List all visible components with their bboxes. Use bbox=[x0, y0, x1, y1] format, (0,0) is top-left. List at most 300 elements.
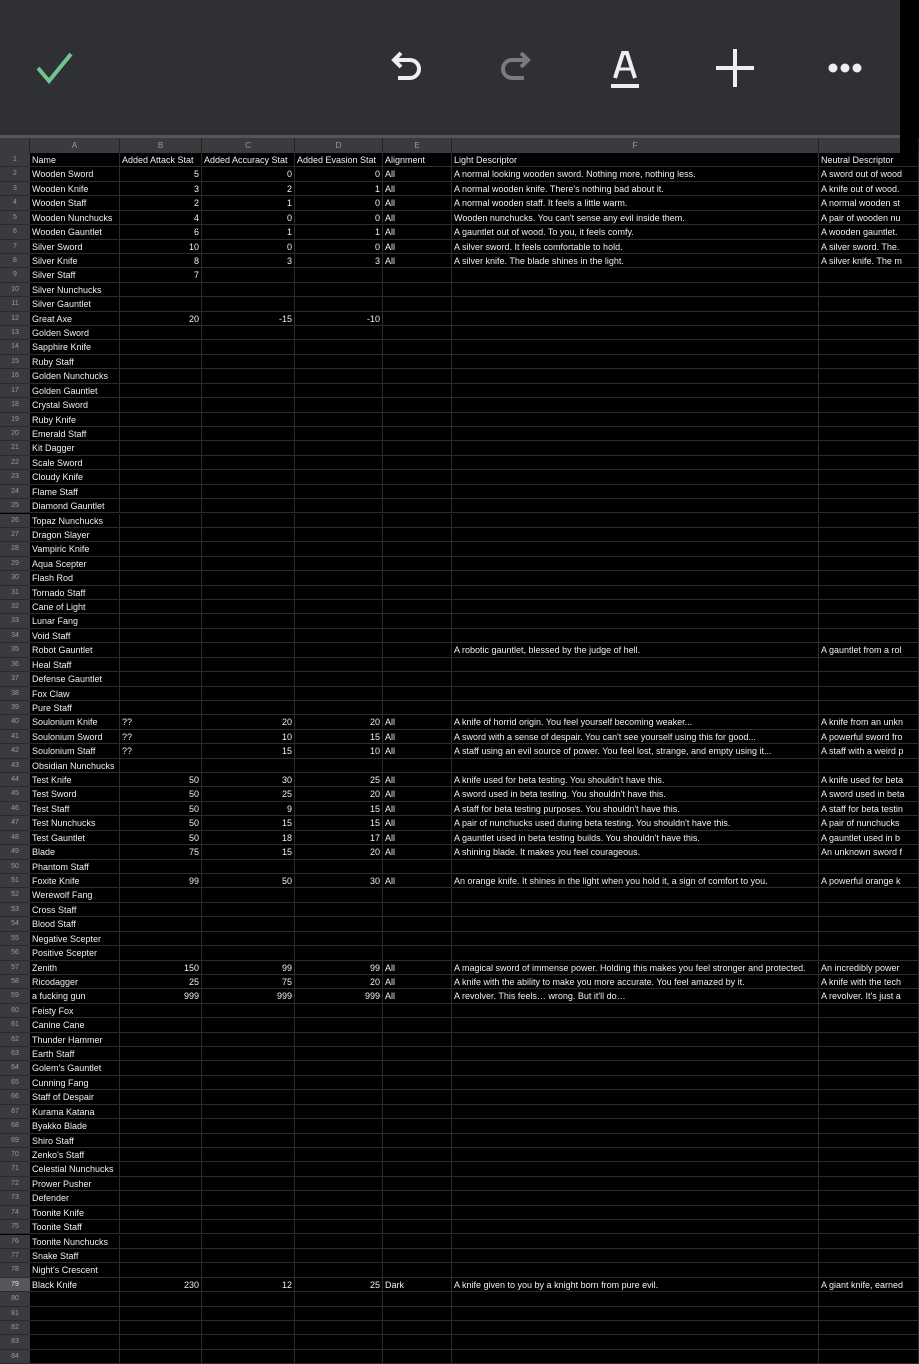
cell-alignment[interactable]: All bbox=[383, 211, 452, 225]
cell-alignment[interactable] bbox=[383, 297, 452, 311]
row-header[interactable]: 46 bbox=[0, 802, 30, 816]
cell-accuracy[interactable]: 1 bbox=[202, 225, 295, 239]
cell-alignment[interactable] bbox=[383, 312, 452, 326]
cell-attack[interactable] bbox=[120, 687, 202, 701]
cell-alignment[interactable]: All bbox=[383, 744, 452, 758]
cell-name[interactable]: Emerald Staff bbox=[30, 427, 120, 441]
row-header[interactable]: 66 bbox=[0, 1090, 30, 1104]
cell-attack[interactable]: 25 bbox=[120, 975, 202, 989]
cell-evasion[interactable] bbox=[295, 1134, 383, 1148]
cell-attack[interactable] bbox=[120, 1263, 202, 1277]
cell-neutral-descriptor[interactable] bbox=[819, 759, 919, 773]
row-header[interactable]: 17 bbox=[0, 384, 30, 398]
cell-attack[interactable] bbox=[120, 917, 202, 931]
cell-accuracy[interactable]: 9 bbox=[202, 802, 295, 816]
cell-light-descriptor[interactable]: A gauntlet used in beta testing builds. You shouldn't have this. bbox=[452, 831, 819, 845]
cell-attack[interactable] bbox=[120, 1061, 202, 1075]
cell-alignment[interactable]: All bbox=[383, 240, 452, 254]
cell-light-descriptor[interactable]: An orange knife. It shines in the light when you hold it, a sign of comfort to you. bbox=[452, 874, 819, 888]
cell-accuracy[interactable] bbox=[202, 932, 295, 946]
cell-neutral-descriptor[interactable]: A revolver. It's just a bbox=[819, 989, 919, 1003]
cell-light-descriptor[interactable]: A normal wooden knife. There's nothing bad about it. bbox=[452, 182, 819, 196]
cell-alignment[interactable] bbox=[383, 1119, 452, 1133]
cell-alignment[interactable]: All bbox=[383, 225, 452, 239]
cell-light-descriptor[interactable] bbox=[452, 1076, 819, 1090]
cell-light-descriptor[interactable] bbox=[452, 297, 819, 311]
cell-light-descriptor[interactable] bbox=[452, 1235, 819, 1249]
cell-accuracy[interactable] bbox=[202, 1191, 295, 1205]
cell-neutral-descriptor[interactable]: Neutral Descriptor bbox=[819, 153, 919, 167]
cell-name[interactable]: Fox Claw bbox=[30, 687, 120, 701]
cell-accuracy[interactable]: 0 bbox=[202, 167, 295, 181]
cell-neutral-descriptor[interactable] bbox=[819, 1033, 919, 1047]
column-header-g[interactable] bbox=[819, 138, 919, 153]
cell-light-descriptor[interactable] bbox=[452, 932, 819, 946]
cell-light-descriptor[interactable] bbox=[452, 384, 819, 398]
row-header[interactable]: 19 bbox=[0, 413, 30, 427]
cell-neutral-descriptor[interactable]: A silver knife. The m bbox=[819, 254, 919, 268]
cell-attack[interactable] bbox=[120, 888, 202, 902]
cell-accuracy[interactable]: 99 bbox=[202, 961, 295, 975]
cell-neutral-descriptor[interactable]: A knife out of wood. bbox=[819, 182, 919, 196]
cell-alignment[interactable] bbox=[383, 1018, 452, 1032]
cell-evasion[interactable] bbox=[295, 701, 383, 715]
row-header[interactable]: 79 bbox=[0, 1278, 30, 1292]
cell-light-descriptor[interactable] bbox=[452, 1307, 819, 1321]
column-header-a[interactable]: A bbox=[30, 138, 120, 153]
row-header[interactable]: 33 bbox=[0, 614, 30, 628]
cell-attack[interactable] bbox=[120, 1134, 202, 1148]
cell-light-descriptor[interactable]: A sword with a sense of despair. You can't see yourself using this for good... bbox=[452, 730, 819, 744]
cell-light-descriptor[interactable] bbox=[452, 312, 819, 326]
cell-evasion[interactable] bbox=[295, 860, 383, 874]
cell-accuracy[interactable] bbox=[202, 499, 295, 513]
cell-accuracy[interactable]: 25 bbox=[202, 787, 295, 801]
cell-light-descriptor[interactable]: A sword used in beta testing. You shouldn't have this. bbox=[452, 787, 819, 801]
cell-accuracy[interactable] bbox=[202, 917, 295, 931]
cell-neutral-descriptor[interactable] bbox=[819, 398, 919, 412]
cell-accuracy[interactable]: 75 bbox=[202, 975, 295, 989]
row-header[interactable]: 22 bbox=[0, 456, 30, 470]
row-header[interactable]: 35 bbox=[0, 643, 30, 657]
cell-attack[interactable] bbox=[120, 1047, 202, 1061]
cell-light-descriptor[interactable]: A staff for beta testing purposes. You shouldn't have this. bbox=[452, 802, 819, 816]
cell-accuracy[interactable] bbox=[202, 1177, 295, 1191]
row-header[interactable]: 29 bbox=[0, 557, 30, 571]
cell-alignment[interactable] bbox=[383, 542, 452, 556]
cell-evasion[interactable] bbox=[295, 586, 383, 600]
row-header[interactable]: 13 bbox=[0, 326, 30, 340]
cell-alignment[interactable] bbox=[383, 946, 452, 960]
cell-light-descriptor[interactable] bbox=[452, 1033, 819, 1047]
cell-name[interactable]: Silver Staff bbox=[30, 268, 120, 282]
row-header[interactable]: 83 bbox=[0, 1335, 30, 1349]
cell-name[interactable]: Silver Sword bbox=[30, 240, 120, 254]
cell-attack[interactable] bbox=[120, 456, 202, 470]
cell-accuracy[interactable] bbox=[202, 470, 295, 484]
cell-neutral-descriptor[interactable]: A normal wooden st bbox=[819, 196, 919, 210]
cell-evasion[interactable] bbox=[295, 326, 383, 340]
cell-neutral-descriptor[interactable] bbox=[819, 1105, 919, 1119]
cell-accuracy[interactable] bbox=[202, 355, 295, 369]
cell-attack[interactable]: 230 bbox=[120, 1278, 202, 1292]
row-header[interactable]: 62 bbox=[0, 1033, 30, 1047]
cell-accuracy[interactable] bbox=[202, 759, 295, 773]
row-header[interactable]: 74 bbox=[0, 1206, 30, 1220]
cell-evasion[interactable] bbox=[295, 643, 383, 657]
cell-neutral-descriptor[interactable] bbox=[819, 1134, 919, 1148]
column-header-e[interactable]: E bbox=[383, 138, 452, 153]
row-header[interactable]: 50 bbox=[0, 860, 30, 874]
cell-name[interactable]: Foxite Knife bbox=[30, 874, 120, 888]
cell-name[interactable]: Zenko's Staff bbox=[30, 1148, 120, 1162]
row-header[interactable]: 76 bbox=[0, 1235, 30, 1249]
insert-button[interactable] bbox=[707, 40, 763, 96]
row-header[interactable]: 40 bbox=[0, 715, 30, 729]
cell-alignment[interactable]: Dark bbox=[383, 1278, 452, 1292]
row-header[interactable]: 41 bbox=[0, 730, 30, 744]
cell-name[interactable]: Wooden Staff bbox=[30, 196, 120, 210]
cell-attack[interactable]: 2 bbox=[120, 196, 202, 210]
cell-name[interactable]: Cunning Fang bbox=[30, 1076, 120, 1090]
cell-neutral-descriptor[interactable]: A gauntlet used in b bbox=[819, 831, 919, 845]
cell-light-descriptor[interactable] bbox=[452, 1191, 819, 1205]
cell-evasion[interactable] bbox=[295, 369, 383, 383]
cell-name[interactable]: Diamond Gauntlet bbox=[30, 499, 120, 513]
done-button[interactable] bbox=[27, 40, 83, 96]
cell-light-descriptor[interactable] bbox=[452, 1335, 819, 1349]
cell-neutral-descriptor[interactable] bbox=[819, 1018, 919, 1032]
cell-neutral-descriptor[interactable]: A giant knife, earned bbox=[819, 1278, 919, 1292]
cell-alignment[interactable] bbox=[383, 888, 452, 902]
cell-evasion[interactable]: 999 bbox=[295, 989, 383, 1003]
cell-light-descriptor[interactable]: A magical sword of immense power. Holding this makes you feel stronger and protected. bbox=[452, 961, 819, 975]
cell-name[interactable] bbox=[30, 1321, 120, 1335]
row-header[interactable]: 37 bbox=[0, 672, 30, 686]
cell-neutral-descriptor[interactable] bbox=[819, 542, 919, 556]
cell-neutral-descriptor[interactable]: A sword out of wood bbox=[819, 167, 919, 181]
cell-evasion[interactable] bbox=[295, 1061, 383, 1075]
cell-light-descriptor[interactable] bbox=[452, 413, 819, 427]
cell-neutral-descriptor[interactable] bbox=[819, 427, 919, 441]
row-header[interactable]: 48 bbox=[0, 831, 30, 845]
cell-attack[interactable] bbox=[120, 629, 202, 643]
cell-attack[interactable] bbox=[120, 514, 202, 528]
cell-evasion[interactable] bbox=[295, 384, 383, 398]
cell-alignment[interactable] bbox=[383, 614, 452, 628]
cell-evasion[interactable]: 15 bbox=[295, 816, 383, 830]
cell-alignment[interactable] bbox=[383, 384, 452, 398]
text-format-button[interactable] bbox=[597, 40, 653, 96]
cell-alignment[interactable] bbox=[383, 1090, 452, 1104]
cell-neutral-descriptor[interactable] bbox=[819, 658, 919, 672]
cell-attack[interactable] bbox=[120, 441, 202, 455]
cell-light-descriptor[interactable]: Wooden nunchucks. You can't sense any evil inside them. bbox=[452, 211, 819, 225]
row-header[interactable]: 10 bbox=[0, 283, 30, 297]
cell-light-descriptor[interactable] bbox=[452, 917, 819, 931]
cell-alignment[interactable] bbox=[383, 687, 452, 701]
cell-evasion[interactable] bbox=[295, 1220, 383, 1234]
cell-accuracy[interactable]: Added Accuracy Stat bbox=[202, 153, 295, 167]
row-header[interactable]: 47 bbox=[0, 816, 30, 830]
cell-attack[interactable] bbox=[120, 528, 202, 542]
cell-light-descriptor[interactable] bbox=[452, 1105, 819, 1119]
cell-accuracy[interactable]: 15 bbox=[202, 744, 295, 758]
cell-light-descriptor[interactable] bbox=[452, 687, 819, 701]
cell-attack[interactable] bbox=[120, 643, 202, 657]
cell-accuracy[interactable] bbox=[202, 687, 295, 701]
cell-light-descriptor[interactable] bbox=[452, 355, 819, 369]
cell-accuracy[interactable] bbox=[202, 427, 295, 441]
cell-attack[interactable] bbox=[120, 1321, 202, 1335]
cell-neutral-descriptor[interactable] bbox=[819, 1335, 919, 1349]
cell-evasion[interactable] bbox=[295, 1148, 383, 1162]
cell-neutral-descriptor[interactable] bbox=[819, 326, 919, 340]
cell-name[interactable]: Ricodagger bbox=[30, 975, 120, 989]
cell-light-descriptor[interactable] bbox=[452, 441, 819, 455]
cell-evasion[interactable] bbox=[295, 1292, 383, 1306]
cell-name[interactable]: Toonite Nunchucks bbox=[30, 1235, 120, 1249]
cell-accuracy[interactable]: 0 bbox=[202, 211, 295, 225]
cell-alignment[interactable] bbox=[383, 586, 452, 600]
cell-evasion[interactable] bbox=[295, 398, 383, 412]
cell-neutral-descriptor[interactable]: A knife with the tech bbox=[819, 975, 919, 989]
row-header[interactable]: 75 bbox=[0, 1220, 30, 1234]
cell-evasion[interactable]: 20 bbox=[295, 787, 383, 801]
row-header[interactable]: 59 bbox=[0, 989, 30, 1003]
cell-name[interactable]: Soulonium Sword bbox=[30, 730, 120, 744]
cell-alignment[interactable]: All bbox=[383, 975, 452, 989]
row-header[interactable]: 3 bbox=[0, 182, 30, 196]
cell-name[interactable]: Ruby Staff bbox=[30, 355, 120, 369]
cell-alignment[interactable]: All bbox=[383, 961, 452, 975]
cell-accuracy[interactable] bbox=[202, 1119, 295, 1133]
row-header[interactable]: 61 bbox=[0, 1018, 30, 1032]
cell-alignment[interactable] bbox=[383, 1177, 452, 1191]
row-header[interactable]: 73 bbox=[0, 1191, 30, 1205]
row-header[interactable]: 38 bbox=[0, 687, 30, 701]
cell-name[interactable]: Flash Rod bbox=[30, 571, 120, 585]
cell-alignment[interactable] bbox=[383, 1191, 452, 1205]
cell-name[interactable]: Wooden Knife bbox=[30, 182, 120, 196]
cell-accuracy[interactable] bbox=[202, 369, 295, 383]
row-header[interactable]: 28 bbox=[0, 542, 30, 556]
cell-attack[interactable] bbox=[120, 614, 202, 628]
cell-alignment[interactable] bbox=[383, 427, 452, 441]
row-header[interactable]: 52 bbox=[0, 888, 30, 902]
cell-light-descriptor[interactable] bbox=[452, 1162, 819, 1176]
cell-name[interactable]: Test Nunchucks bbox=[30, 816, 120, 830]
row-header[interactable]: 42 bbox=[0, 744, 30, 758]
cell-accuracy[interactable] bbox=[202, 1061, 295, 1075]
cell-alignment[interactable]: All bbox=[383, 773, 452, 787]
cell-attack[interactable] bbox=[120, 1249, 202, 1263]
row-header[interactable]: 57 bbox=[0, 961, 30, 975]
cell-attack[interactable] bbox=[120, 369, 202, 383]
cell-accuracy[interactable] bbox=[202, 946, 295, 960]
cell-light-descriptor[interactable] bbox=[452, 340, 819, 354]
cell-light-descriptor[interactable] bbox=[452, 600, 819, 614]
row-header[interactable]: 2 bbox=[0, 167, 30, 181]
cell-light-descriptor[interactable] bbox=[452, 860, 819, 874]
cell-accuracy[interactable] bbox=[202, 413, 295, 427]
cell-neutral-descriptor[interactable] bbox=[819, 441, 919, 455]
cell-alignment[interactable] bbox=[383, 413, 452, 427]
cell-light-descriptor[interactable] bbox=[452, 427, 819, 441]
row-header[interactable]: 63 bbox=[0, 1047, 30, 1061]
cell-name[interactable]: Ruby Knife bbox=[30, 413, 120, 427]
cell-alignment[interactable] bbox=[383, 629, 452, 643]
cell-alignment[interactable]: All bbox=[383, 182, 452, 196]
cell-name[interactable]: Toonite Knife bbox=[30, 1206, 120, 1220]
cell-light-descriptor[interactable] bbox=[452, 456, 819, 470]
cell-evasion[interactable] bbox=[295, 470, 383, 484]
cell-light-descriptor[interactable] bbox=[452, 1321, 819, 1335]
cell-evasion[interactable] bbox=[295, 427, 383, 441]
cell-evasion[interactable] bbox=[295, 1177, 383, 1191]
undo-button[interactable] bbox=[378, 40, 434, 96]
cell-alignment[interactable] bbox=[383, 355, 452, 369]
cell-light-descriptor[interactable]: A pair of nunchucks used during beta testing. You shouldn't have this. bbox=[452, 816, 819, 830]
cell-accuracy[interactable] bbox=[202, 658, 295, 672]
cell-name[interactable]: Scale Sword bbox=[30, 456, 120, 470]
cell-light-descriptor[interactable] bbox=[452, 571, 819, 585]
cell-evasion[interactable] bbox=[295, 297, 383, 311]
cell-neutral-descriptor[interactable] bbox=[819, 1162, 919, 1176]
cell-light-descriptor[interactable]: A normal wooden staff. It feels a little warm. bbox=[452, 196, 819, 210]
column-header-b[interactable]: B bbox=[120, 138, 202, 153]
cell-accuracy[interactable] bbox=[202, 340, 295, 354]
cell-neutral-descriptor[interactable] bbox=[819, 1177, 919, 1191]
cell-attack[interactable] bbox=[120, 1335, 202, 1349]
cell-attack[interactable] bbox=[120, 1177, 202, 1191]
cell-accuracy[interactable] bbox=[202, 1235, 295, 1249]
cell-name[interactable]: Great Axe bbox=[30, 312, 120, 326]
cell-attack[interactable] bbox=[120, 1191, 202, 1205]
cell-alignment[interactable]: All bbox=[383, 715, 452, 729]
cell-neutral-descriptor[interactable] bbox=[819, 413, 919, 427]
cell-neutral-descriptor[interactable] bbox=[819, 586, 919, 600]
cell-neutral-descriptor[interactable] bbox=[819, 268, 919, 282]
cell-alignment[interactable] bbox=[383, 1033, 452, 1047]
cell-attack[interactable] bbox=[120, 398, 202, 412]
cell-accuracy[interactable]: 999 bbox=[202, 989, 295, 1003]
cell-name[interactable]: Cross Staff bbox=[30, 903, 120, 917]
row-header[interactable]: 64 bbox=[0, 1061, 30, 1075]
cell-neutral-descriptor[interactable] bbox=[819, 1061, 919, 1075]
cell-accuracy[interactable] bbox=[202, 1335, 295, 1349]
cell-evasion[interactable]: 0 bbox=[295, 167, 383, 181]
row-header[interactable]: 72 bbox=[0, 1177, 30, 1191]
cell-evasion[interactable] bbox=[295, 485, 383, 499]
cell-neutral-descriptor[interactable] bbox=[819, 456, 919, 470]
cell-attack[interactable] bbox=[120, 1162, 202, 1176]
cell-accuracy[interactable] bbox=[202, 1350, 295, 1364]
cell-alignment[interactable] bbox=[383, 903, 452, 917]
more-options-button[interactable] bbox=[817, 40, 873, 96]
cell-light-descriptor[interactable] bbox=[452, 1061, 819, 1075]
cell-accuracy[interactable]: 1 bbox=[202, 196, 295, 210]
cell-alignment[interactable] bbox=[383, 932, 452, 946]
cell-light-descriptor[interactable] bbox=[452, 1134, 819, 1148]
cell-accuracy[interactable] bbox=[202, 586, 295, 600]
cell-attack[interactable] bbox=[120, 1220, 202, 1234]
cell-light-descriptor[interactable] bbox=[452, 1018, 819, 1032]
column-header-f[interactable]: F bbox=[452, 138, 819, 153]
cell-name[interactable]: Silver Gauntlet bbox=[30, 297, 120, 311]
cell-light-descriptor[interactable] bbox=[452, 1148, 819, 1162]
cell-evasion[interactable] bbox=[295, 672, 383, 686]
cell-neutral-descriptor[interactable]: A powerful sword fro bbox=[819, 730, 919, 744]
cell-evasion[interactable]: 1 bbox=[295, 182, 383, 196]
cell-name[interactable]: Earth Staff bbox=[30, 1047, 120, 1061]
cell-evasion[interactable] bbox=[295, 600, 383, 614]
redo-button[interactable] bbox=[488, 40, 544, 96]
cell-attack[interactable]: 150 bbox=[120, 961, 202, 975]
cell-light-descriptor[interactable] bbox=[452, 485, 819, 499]
cell-attack[interactable]: 10 bbox=[120, 240, 202, 254]
cell-neutral-descriptor[interactable]: A silver sword. The. bbox=[819, 240, 919, 254]
cell-attack[interactable] bbox=[120, 470, 202, 484]
row-header[interactable]: 27 bbox=[0, 528, 30, 542]
cell-name[interactable]: Name bbox=[30, 153, 120, 167]
cell-light-descriptor[interactable]: A knife with the ability to make you more accurate. You feel amazed by it. bbox=[452, 975, 819, 989]
cell-alignment[interactable]: All bbox=[383, 787, 452, 801]
cell-evasion[interactable] bbox=[295, 340, 383, 354]
cell-light-descriptor[interactable] bbox=[452, 514, 819, 528]
cell-evasion[interactable]: 25 bbox=[295, 773, 383, 787]
cell-attack[interactable]: 20 bbox=[120, 312, 202, 326]
cell-name[interactable]: Heal Staff bbox=[30, 658, 120, 672]
cell-neutral-descriptor[interactable]: A wooden gauntlet. bbox=[819, 225, 919, 239]
cell-evasion[interactable] bbox=[295, 1018, 383, 1032]
cell-neutral-descriptor[interactable] bbox=[819, 687, 919, 701]
cell-light-descriptor[interactable] bbox=[452, 268, 819, 282]
cell-evasion[interactable] bbox=[295, 1206, 383, 1220]
cell-light-descriptor[interactable] bbox=[452, 629, 819, 643]
cell-attack[interactable] bbox=[120, 485, 202, 499]
cell-attack[interactable]: ?? bbox=[120, 744, 202, 758]
cell-light-descriptor[interactable] bbox=[452, 528, 819, 542]
cell-light-descriptor[interactable] bbox=[452, 398, 819, 412]
row-header[interactable]: 16 bbox=[0, 369, 30, 383]
cell-neutral-descriptor[interactable] bbox=[819, 485, 919, 499]
cell-neutral-descriptor[interactable] bbox=[819, 571, 919, 585]
cell-neutral-descriptor[interactable] bbox=[819, 1263, 919, 1277]
cell-light-descriptor[interactable] bbox=[452, 1249, 819, 1263]
cell-evasion[interactable] bbox=[295, 571, 383, 585]
cell-accuracy[interactable] bbox=[202, 1076, 295, 1090]
cell-alignment[interactable] bbox=[383, 1307, 452, 1321]
cell-attack[interactable] bbox=[120, 860, 202, 874]
cell-light-descriptor[interactable] bbox=[452, 542, 819, 556]
cell-light-descriptor[interactable] bbox=[452, 557, 819, 571]
cell-name[interactable]: Test Gauntlet bbox=[30, 831, 120, 845]
cell-evasion[interactable] bbox=[295, 932, 383, 946]
cell-accuracy[interactable] bbox=[202, 485, 295, 499]
cell-neutral-descriptor[interactable] bbox=[819, 312, 919, 326]
cell-light-descriptor[interactable] bbox=[452, 1090, 819, 1104]
row-header[interactable]: 60 bbox=[0, 1004, 30, 1018]
cell-evasion[interactable] bbox=[295, 557, 383, 571]
cell-accuracy[interactable] bbox=[202, 1047, 295, 1061]
cell-light-descriptor[interactable] bbox=[452, 1119, 819, 1133]
cell-light-descriptor[interactable] bbox=[452, 759, 819, 773]
cell-attack[interactable] bbox=[120, 557, 202, 571]
row-header[interactable]: 81 bbox=[0, 1307, 30, 1321]
cell-name[interactable]: Golden Gauntlet bbox=[30, 384, 120, 398]
cell-accuracy[interactable] bbox=[202, 1263, 295, 1277]
